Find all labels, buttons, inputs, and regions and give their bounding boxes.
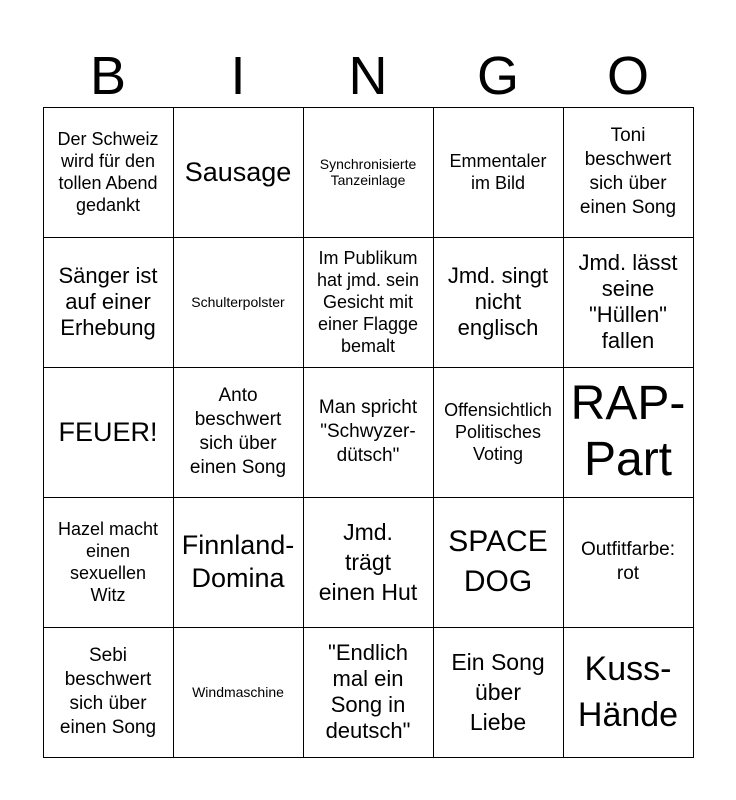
bingo-cell-4-4[interactable]: [433, 497, 564, 628]
bingo-cell-1-2[interactable]: [173, 107, 304, 238]
header-letter-g: G: [476, 46, 519, 106]
bingo-cell-text: Toni beschwert sich über einen Song: [579, 125, 677, 218]
bingo-cell-text: Im Publikum hat jmd. sein Gesicht mit einer Flagge bemalt: [316, 248, 420, 356]
bingo-cell-text: Windmaschine: [192, 684, 284, 700]
bingo-cell-4-2[interactable]: [173, 497, 304, 628]
bingo-cell-text: Man spricht "Schwyzer- dütsch": [318, 397, 418, 466]
bingo-cell-text: Outfitfarbe: rot: [581, 539, 675, 584]
bingo-cell-1-5[interactable]: [563, 107, 694, 238]
bingo-cell-5-5[interactable]: [563, 627, 694, 758]
bingo-cell-text: Der Schweiz wird für den tollen Abend gedankt: [57, 129, 159, 215]
bingo-cell-3-4[interactable]: [433, 367, 564, 498]
bingo-cell-5-2[interactable]: [173, 627, 304, 758]
bingo-cell-4-3[interactable]: [303, 497, 434, 628]
bingo-cell-2-2[interactable]: [173, 237, 304, 368]
bingo-cell-1-1[interactable]: [43, 107, 174, 238]
bingo-cell-2-3[interactable]: [303, 237, 434, 368]
bingo-cell-3-2[interactable]: [173, 367, 304, 498]
bingo-cell-1-4[interactable]: [433, 107, 564, 238]
bingo-cell-text: Sänger ist auf einer Erhebung: [58, 263, 158, 340]
bingo-cell-3-5[interactable]: [563, 367, 694, 498]
bingo-cell-4-1[interactable]: [43, 497, 174, 628]
bingo-cell-text: Offensichtlich Politisches Voting: [444, 400, 552, 464]
header-letter-b: B: [89, 46, 127, 106]
bingo-cell-2-1[interactable]: [43, 237, 174, 368]
header-letter-i: I: [230, 46, 246, 106]
bingo-cell-text: Anto beschwert sich über einen Song: [189, 385, 287, 478]
bingo-cell-text: Schulterpolster: [191, 294, 285, 310]
bingo-cell-text: Kuss- Hände: [577, 650, 679, 734]
bingo-cell-text: Hazel macht einen sexuellen Witz: [57, 519, 159, 605]
header-letter-o: O: [606, 46, 649, 106]
bingo-cell-text: "Endlich mal ein Song in deutsch": [325, 640, 411, 743]
bingo-cell-5-4[interactable]: [433, 627, 564, 758]
bingo-cell-text: Finnland- Domina: [181, 530, 295, 593]
bingo-cell-text: Sebi beschwert sich über einen Song: [59, 645, 157, 738]
bingo-cell-text: Jmd. lässt seine "Hüllen" fallen: [578, 250, 678, 353]
bingo-cell-5-1[interactable]: [43, 627, 174, 758]
bingo-header: [43, 44, 693, 108]
bingo-cell-text: RAP- Part: [570, 377, 686, 486]
bingo-cell-text: SPACE DOG: [448, 525, 548, 598]
bingo-cell-3-1[interactable]: [43, 367, 174, 498]
bingo-cell-text: Sausage: [184, 156, 292, 187]
bingo-cell-text: FEUER!: [58, 416, 158, 447]
bingo-cell-text: Jmd. trägt einen Hut: [318, 519, 418, 605]
header-letter-n: N: [348, 46, 388, 106]
bingo-cell-4-5[interactable]: [563, 497, 694, 628]
bingo-cell-3-3[interactable]: [303, 367, 434, 498]
bingo-cell-2-4[interactable]: [433, 237, 564, 368]
bingo-cell-1-3[interactable]: [303, 107, 434, 238]
bingo-cell-text: Jmd. singt nicht englisch: [447, 263, 549, 340]
bingo-cell-text: Synchronisierte Tanzeinlage: [319, 156, 417, 188]
bingo-cell-text: Ein Song über Liebe: [451, 649, 545, 735]
bingo-cell-5-3[interactable]: [303, 627, 434, 758]
bingo-card: [43, 107, 693, 757]
bingo-cell-text: Emmentaler im Bild: [449, 151, 547, 193]
bingo-cell-2-5[interactable]: [563, 237, 694, 368]
